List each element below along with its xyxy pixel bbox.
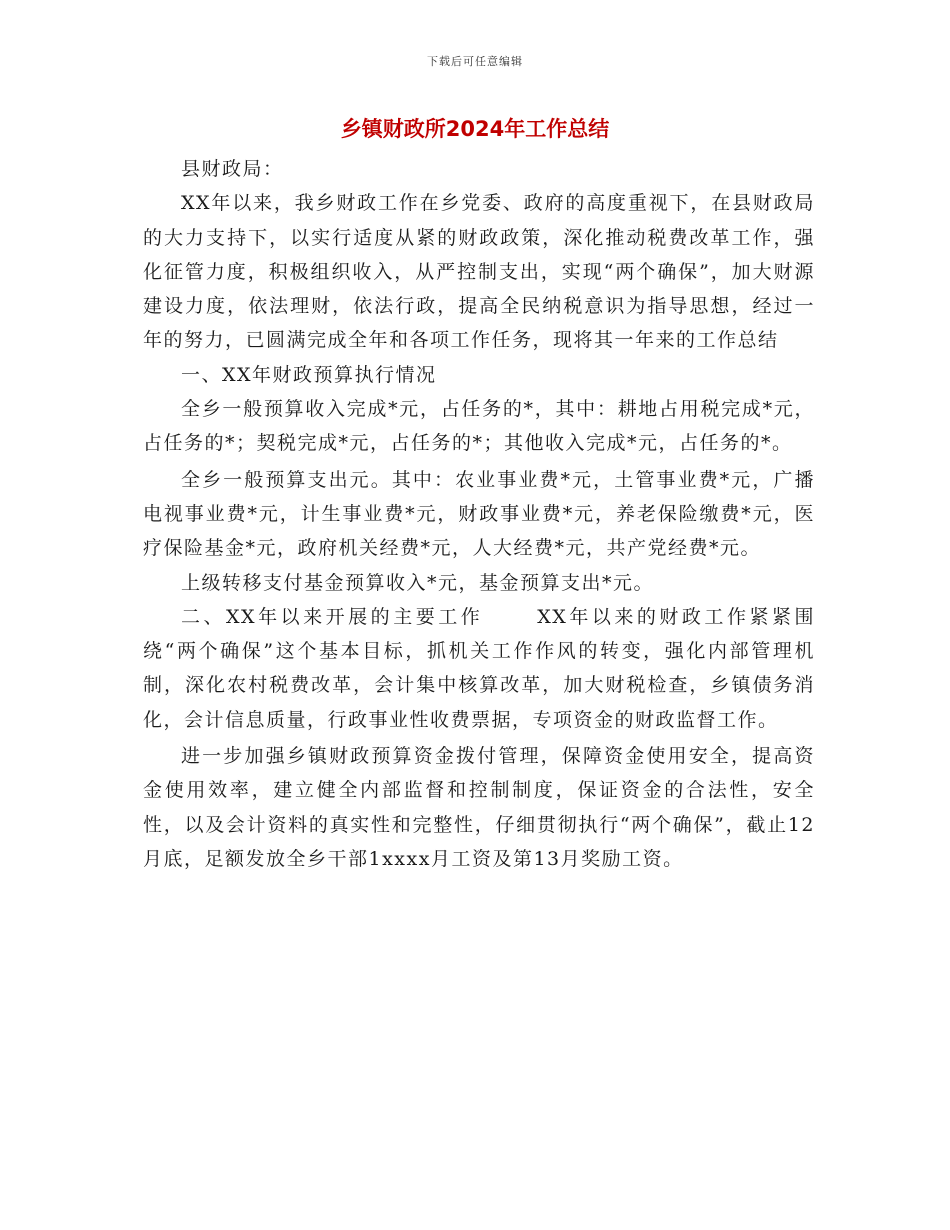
- section-2-paragraph: [143, 600, 815, 737]
- section-2-heading: 二、XX年以来开展的主要工作: [181, 605, 484, 628]
- section-1-revenue-paragraph: 全乡一般预算收入完成*元，占任务的*，其中：耕地占用税完成*元，占任务的*；契税完成*元，占任务的*；其他收入完成*元，占任务的*。: [143, 398, 815, 455]
- intro-paragraph: XX年以来，我乡财政工作在乡党委、政府的高度重视下，在县财政局的大力支持下，以实行适度从紧的财政政策，深化推动税费改革工作，强化征管力度，积极组织收入，从严控制支出，实现“两个确保”，加大财源建设力度，依法理财，依法行政，提高全民纳税意识为指导思想，经过一年的努力，已圆满完成全年和各项工作任务，现将其一年来的工作总结: [143, 192, 815, 352]
- section-1-expenditure-paragraph: 全乡一般预算支出元。其中：农业事业费*元，土管事业费*元，广播电视事业费*元，计生事业费*元，财政事业费*元，养老保险缴费*元，医疗保险基金*元，政府机关经费*元，人大经费*元，共产党经费*元。: [143, 468, 815, 560]
- section-1-transfer-paragraph: 上级转移支付基金预算收入*元，基金预算支出*元。: [181, 571, 655, 594]
- page-header-note: 下载后可任意编辑: [427, 55, 523, 68]
- section-2-body: XX年以来的财政工作紧紧围绕“两个确保”这个基本目标，抓机关工作作风的转变，强化内部管理机制，深化农村税费改革，会计集中核算改革，加大财税检查，乡镇债务消化，会计信息质量，行政事业性收费票据，专项资金的财政监督工作。: [143, 605, 815, 731]
- document-body: [143, 152, 815, 876]
- section-2-funds-paragraph: 进一步加强乡镇财政预算资金拨付管理，保障资金使用安全，提高资金使用效率，建立健全内部监督和控制制度，保证资金的合法性，安全性，以及会计资料的真实性和完整性，仔细贯彻执行“两个确保”，截止12月底，足额发放全乡干部1xxxx月工资及第13月奖励工资。: [143, 745, 815, 870]
- document-title: 乡镇财政所2024年工作总结: [340, 117, 610, 141]
- section-1-heading: 一、XX年财政预算执行情况: [181, 363, 437, 386]
- salutation: 县财政局：: [181, 158, 284, 180]
